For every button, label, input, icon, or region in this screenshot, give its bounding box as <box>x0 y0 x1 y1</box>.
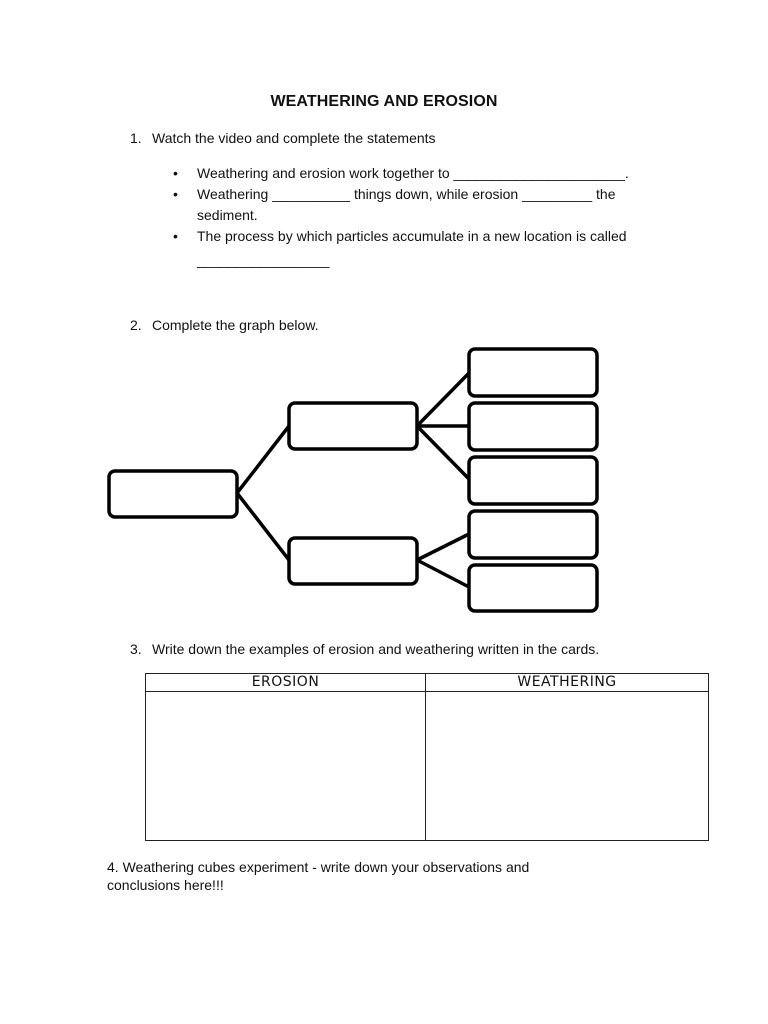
question-2 <box>130 316 530 334</box>
table-header-weathering: WEATHERING <box>517 674 617 690</box>
statement-text: Weathering and erosion work together to ______________________. <box>197 165 629 181</box>
statement-item <box>173 184 673 226</box>
statement-text-continued: _________________ <box>197 252 330 268</box>
graph-box-leaf[interactable] <box>469 403 597 450</box>
question-1-number: 1. <box>130 130 142 146</box>
bullet-icon: • <box>173 186 178 202</box>
question-3-text: Write down the examples of erosion and weathering written in the cards. <box>152 641 600 657</box>
statement-list <box>173 163 673 271</box>
question-4 <box>107 858 627 894</box>
bullet-icon: • <box>173 165 178 181</box>
graph-box-branch[interactable] <box>289 403 417 449</box>
graph-box-leaf[interactable] <box>469 349 597 396</box>
statement-text: Weathering __________ things down, while erosion _________ the <box>197 186 616 202</box>
graph-connector <box>417 560 469 587</box>
graph-connector <box>237 426 289 493</box>
statement-item <box>173 226 673 271</box>
tree-graph <box>0 340 768 630</box>
question-2-text: Complete the graph below. <box>152 317 319 333</box>
question-3-number: 3. <box>130 641 142 657</box>
statement-text-continued: sediment. <box>197 207 258 223</box>
question-1 <box>130 129 650 147</box>
question-1-text: Watch the video and complete the statements <box>152 130 436 146</box>
graph-connector <box>417 534 469 560</box>
question-3 <box>130 640 730 658</box>
weathering-answer-cell[interactable] <box>426 692 708 840</box>
graph-box-root[interactable] <box>109 471 237 517</box>
graph-box-leaf[interactable] <box>469 511 597 558</box>
bullet-icon: • <box>173 228 178 244</box>
erosion-weathering-table <box>145 673 709 841</box>
graph-box-branch[interactable] <box>289 538 417 584</box>
statement-item <box>173 163 673 184</box>
erosion-answer-cell[interactable] <box>146 692 425 840</box>
page-title: WEATHERING AND EROSION <box>270 93 498 110</box>
graph-connector <box>417 373 469 426</box>
graph-box-leaf[interactable] <box>469 457 597 504</box>
statement-text: The process by which particles accumulate in a new location is called <box>197 228 627 244</box>
question-4-text: 4. Weathering cubes experiment - write down your observations and <box>107 859 530 875</box>
graph-connector <box>417 426 469 479</box>
table-header-erosion: EROSION <box>251 674 320 690</box>
graph-connector <box>237 493 289 560</box>
question-2-number: 2. <box>130 317 142 333</box>
question-4-text-continued: conclusions here!!! <box>107 877 224 893</box>
graph-box-leaf[interactable] <box>469 565 597 611</box>
